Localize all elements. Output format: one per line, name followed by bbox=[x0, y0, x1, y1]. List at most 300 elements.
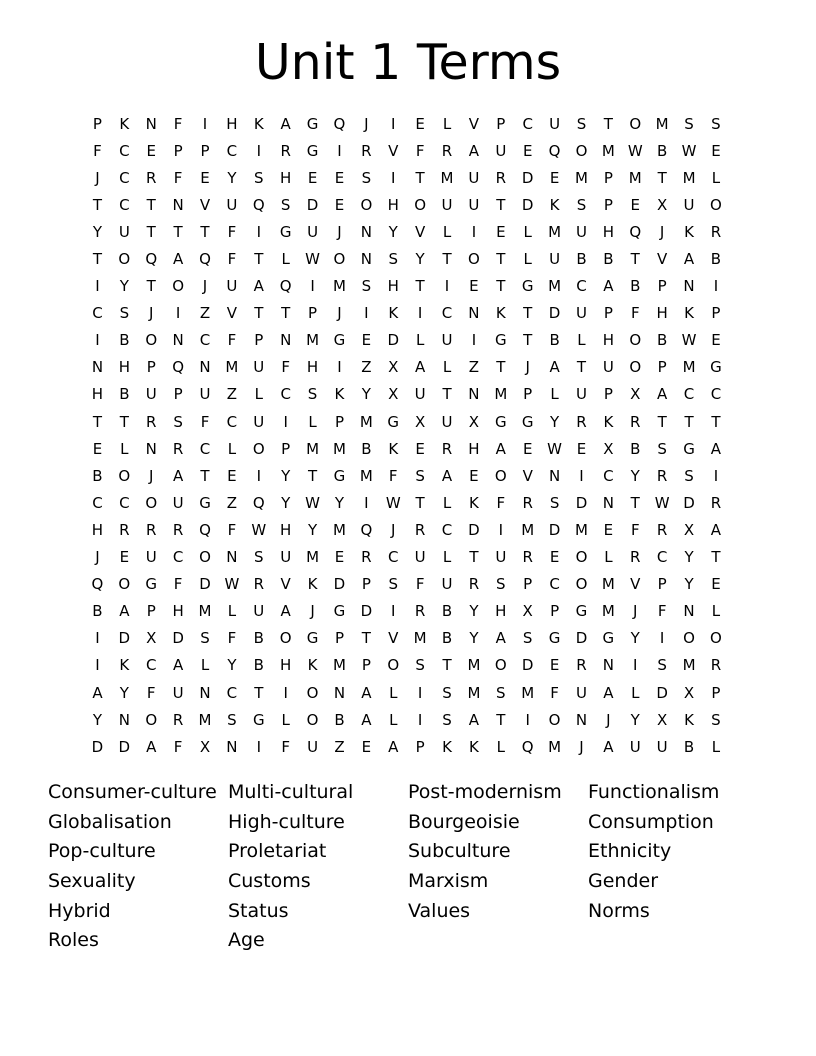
grid-letter: B bbox=[603, 250, 614, 269]
grid-letter: Y bbox=[307, 520, 318, 539]
grid-letter: R bbox=[172, 520, 184, 539]
word-list-item: High-culture bbox=[228, 810, 345, 833]
grid-letter: C bbox=[388, 548, 399, 567]
grid-letter: L bbox=[442, 493, 452, 512]
grid-letter: S bbox=[442, 683, 452, 702]
grid-letter: I bbox=[498, 520, 504, 539]
grid-letter: H bbox=[306, 358, 319, 377]
grid-letter: J bbox=[95, 548, 100, 567]
grid-letter: R bbox=[495, 168, 507, 187]
grid-letter: O bbox=[118, 575, 131, 594]
grid-letter: G bbox=[306, 141, 319, 160]
grid-letter: W bbox=[654, 493, 670, 512]
grid-letter: G bbox=[683, 439, 695, 458]
grid-letter: P bbox=[603, 385, 613, 404]
grid-letter: R bbox=[441, 141, 453, 160]
grid-letter: O bbox=[306, 683, 319, 702]
grid-letter: G bbox=[333, 466, 346, 485]
grid-letter: C bbox=[199, 439, 211, 458]
grid-letter: M bbox=[601, 575, 615, 594]
grid-letter: J bbox=[337, 304, 342, 323]
grid-letter: T bbox=[254, 683, 264, 702]
grid-letter: P bbox=[146, 358, 156, 377]
grid-letter: L bbox=[523, 222, 532, 241]
grid-letter: R bbox=[468, 575, 480, 594]
grid-letter: G bbox=[521, 412, 534, 431]
grid-letter: E bbox=[307, 168, 318, 187]
grid-letter: W bbox=[224, 575, 240, 594]
word-list-item: Post-modernism bbox=[408, 781, 562, 803]
grid-letter: T bbox=[523, 331, 533, 350]
grid-letter: P bbox=[415, 737, 425, 756]
grid-letter: F bbox=[146, 683, 156, 702]
grid-letter: S bbox=[254, 168, 264, 187]
grid-letter: C bbox=[119, 493, 130, 512]
grid-letter: I bbox=[95, 656, 100, 675]
grid-letter: T bbox=[711, 548, 721, 567]
grid-letter: L bbox=[442, 222, 452, 241]
grid-letter: N bbox=[145, 114, 157, 133]
grid-letter: O bbox=[494, 466, 507, 485]
grid-letter: A bbox=[146, 737, 157, 756]
grid-letter: U bbox=[441, 575, 453, 594]
grid-letter: G bbox=[333, 602, 346, 621]
grid-letter: H bbox=[387, 195, 399, 214]
grid-letter: E bbox=[522, 141, 533, 160]
grid-letter: F bbox=[657, 602, 667, 621]
grid-letter: H bbox=[118, 358, 130, 377]
grid-letter: O bbox=[494, 656, 507, 675]
grid-letter: W bbox=[681, 331, 697, 350]
grid-letter: B bbox=[253, 629, 264, 648]
grid-letter: M bbox=[306, 439, 320, 458]
grid-letter: N bbox=[91, 358, 104, 377]
grid-letter: I bbox=[364, 304, 369, 323]
grid-letter: J bbox=[579, 737, 584, 756]
grid-letter: N bbox=[226, 548, 238, 567]
grid-letter: C bbox=[280, 385, 291, 404]
grid-letter: H bbox=[280, 168, 292, 187]
grid-letter: M bbox=[413, 629, 427, 648]
grid-letter: R bbox=[656, 520, 668, 539]
grid-letter: N bbox=[199, 683, 211, 702]
grid-letter: U bbox=[280, 548, 292, 567]
grid-letter: Y bbox=[227, 656, 237, 675]
grid-letter: F bbox=[630, 520, 640, 539]
grid-letter: P bbox=[603, 168, 613, 187]
grid-letter: U bbox=[253, 412, 265, 431]
grid-letter: U bbox=[307, 222, 319, 241]
grid-letter: W bbox=[305, 493, 320, 512]
grid-letter: E bbox=[415, 439, 425, 458]
grid-letter: R bbox=[146, 520, 157, 539]
grid-letter: L bbox=[254, 385, 263, 404]
grid-letter: O bbox=[575, 141, 588, 160]
grid-letter: E bbox=[334, 195, 345, 214]
grid-letter: W bbox=[251, 520, 267, 539]
grid-letter: B bbox=[119, 331, 130, 350]
grid-letter: M bbox=[601, 141, 615, 160]
grid-letter: O bbox=[548, 710, 561, 729]
grid-letter: D bbox=[521, 168, 534, 187]
grid-letter: M bbox=[682, 358, 696, 377]
grid-letter: T bbox=[442, 656, 452, 675]
grid-letter: X bbox=[468, 412, 480, 431]
grid-letter: N bbox=[333, 683, 346, 702]
grid-letter: H bbox=[602, 331, 614, 350]
grid-letter: T bbox=[442, 250, 452, 269]
grid-letter: U bbox=[226, 195, 238, 214]
grid-letter: S bbox=[657, 439, 667, 458]
word-list-item: Hybrid bbox=[48, 899, 111, 922]
grid-letter: U bbox=[145, 548, 157, 567]
grid-letter: G bbox=[602, 629, 615, 648]
grid-letter: Z bbox=[226, 493, 238, 512]
grid-letter: P bbox=[146, 602, 156, 621]
grid-letter: T bbox=[630, 250, 640, 269]
grid-letter: Q bbox=[199, 520, 211, 539]
grid-letter: M bbox=[548, 277, 562, 296]
grid-letter: N bbox=[118, 710, 130, 729]
grid-letter: R bbox=[119, 520, 130, 539]
grid-letter: X bbox=[603, 439, 614, 458]
grid-letter: F bbox=[227, 331, 237, 350]
grid-letter: B bbox=[361, 439, 372, 458]
grid-letter: I bbox=[95, 277, 100, 296]
grid-letter: F bbox=[281, 358, 290, 377]
grid-letter: B bbox=[657, 331, 668, 350]
grid-letter: T bbox=[146, 195, 156, 214]
grid-letter: I bbox=[337, 358, 342, 377]
grid-letter: P bbox=[173, 141, 183, 160]
grid-letter: T bbox=[254, 304, 264, 323]
grid-letter: G bbox=[333, 331, 346, 350]
grid-letter: S bbox=[173, 412, 183, 431]
grid-letter: Y bbox=[684, 575, 694, 594]
grid-letter: N bbox=[683, 602, 695, 621]
grid-letter: U bbox=[468, 168, 480, 187]
grid-letter: D bbox=[548, 520, 561, 539]
grid-letter: F bbox=[415, 141, 425, 160]
grid-letter: A bbox=[172, 250, 184, 269]
grid-letter: E bbox=[146, 141, 156, 160]
grid-letter: T bbox=[415, 277, 425, 296]
grid-letter: M bbox=[332, 277, 346, 296]
grid-letter: Q bbox=[333, 114, 346, 133]
grid-letter: T bbox=[523, 304, 533, 323]
grid-letter: I bbox=[256, 141, 261, 160]
grid-letter: Y bbox=[281, 466, 291, 485]
grid-letter: D bbox=[656, 683, 668, 702]
grid-letter: E bbox=[119, 548, 130, 567]
grid-letter: P bbox=[361, 575, 371, 594]
grid-letter: X bbox=[388, 358, 399, 377]
word-list-item: Roles bbox=[48, 929, 99, 952]
grid-letter: C bbox=[145, 656, 157, 675]
grid-letter: Z bbox=[361, 358, 372, 377]
grid-letter: X bbox=[683, 520, 695, 539]
grid-letter: F bbox=[550, 683, 559, 702]
grid-letter: O bbox=[172, 277, 185, 296]
grid-letter: U bbox=[226, 277, 238, 296]
grid-letter: I bbox=[659, 629, 665, 648]
grid-letter: Z bbox=[226, 385, 238, 404]
grid-letter: O bbox=[575, 575, 588, 594]
grid-letter: S bbox=[684, 466, 694, 485]
grid-letter: C bbox=[522, 114, 533, 133]
grid-letter: J bbox=[95, 168, 100, 187]
grid-letter: X bbox=[388, 385, 399, 404]
grid-letter: P bbox=[603, 195, 613, 214]
grid-letter: A bbox=[92, 683, 103, 702]
grid-letter: V bbox=[226, 304, 238, 323]
grid-letter: C bbox=[119, 168, 130, 187]
grid-letter: S bbox=[361, 277, 372, 296]
grid-letter: M bbox=[306, 548, 320, 567]
grid-letter: L bbox=[711, 737, 721, 756]
grid-letter: U bbox=[118, 222, 130, 241]
grid-letter: P bbox=[308, 304, 318, 323]
grid-letter: G bbox=[710, 358, 722, 377]
grid-letter: K bbox=[495, 304, 506, 323]
grid-letter: S bbox=[657, 656, 667, 675]
grid-letter: T bbox=[146, 222, 156, 241]
grid-letter: O bbox=[629, 331, 642, 350]
grid-letter: L bbox=[227, 602, 237, 621]
grid-letter: C bbox=[549, 575, 560, 594]
grid-letter: F bbox=[281, 737, 290, 756]
grid-letter: M bbox=[332, 656, 346, 675]
grid-letter: I bbox=[713, 277, 719, 296]
grid-letter: D bbox=[199, 575, 211, 594]
grid-letter: D bbox=[118, 629, 131, 648]
grid-letter: I bbox=[337, 141, 342, 160]
grid-letter: C bbox=[603, 466, 614, 485]
grid-letter: T bbox=[146, 277, 156, 296]
grid-letter: R bbox=[656, 466, 668, 485]
grid-letter: A bbox=[119, 602, 130, 621]
grid-letter: D bbox=[575, 629, 588, 648]
grid-letter: N bbox=[602, 656, 614, 675]
word-list-item: Norms bbox=[588, 899, 650, 922]
grid-letter: E bbox=[334, 168, 345, 187]
grid-letter: H bbox=[91, 520, 104, 539]
grid-letter: R bbox=[576, 656, 587, 675]
grid-letter: E bbox=[469, 466, 479, 485]
grid-letter: E bbox=[549, 548, 560, 567]
grid-letter: S bbox=[388, 575, 398, 594]
grid-letter: J bbox=[525, 358, 530, 377]
grid-letter: L bbox=[631, 683, 640, 702]
grid-letter: F bbox=[173, 737, 183, 756]
grid-letter: S bbox=[200, 629, 210, 648]
grid-letter: T bbox=[469, 548, 479, 567]
grid-letter: D bbox=[306, 195, 319, 214]
grid-letter: N bbox=[226, 737, 238, 756]
grid-letter: L bbox=[711, 168, 721, 187]
grid-letter: N bbox=[280, 331, 292, 350]
grid-letter: O bbox=[414, 195, 427, 214]
grid-letter: J bbox=[364, 114, 369, 133]
grid-letter: I bbox=[417, 710, 423, 729]
grid-letter: S bbox=[684, 114, 694, 133]
grid-letter: T bbox=[92, 412, 103, 431]
grid-letter: Y bbox=[630, 629, 640, 648]
grid-letter: I bbox=[713, 466, 719, 485]
grid-letter: P bbox=[523, 575, 533, 594]
grid-letter: U bbox=[253, 358, 265, 377]
word-list-item: Marxism bbox=[408, 870, 489, 893]
grid-letter: R bbox=[630, 412, 641, 431]
grid-letter: A bbox=[710, 520, 722, 539]
grid-letter: U bbox=[441, 331, 453, 350]
grid-letter: A bbox=[549, 358, 560, 377]
grid-letter: U bbox=[441, 195, 453, 214]
grid-letter: G bbox=[575, 602, 588, 621]
grid-letter: V bbox=[657, 250, 668, 269]
grid-letter: L bbox=[308, 412, 317, 431]
grid-letter: K bbox=[684, 304, 694, 323]
grid-letter: O bbox=[145, 493, 158, 512]
grid-letter: U bbox=[549, 114, 561, 133]
grid-letter: Q bbox=[252, 493, 265, 512]
grid-letter: A bbox=[710, 439, 722, 458]
grid-letter: U bbox=[414, 385, 426, 404]
grid-letter: T bbox=[200, 466, 210, 485]
grid-letter: D bbox=[91, 737, 104, 756]
grid-letter: R bbox=[710, 656, 722, 675]
grid-letter: M bbox=[682, 656, 696, 675]
grid-letter: I bbox=[310, 277, 315, 296]
grid-letter: U bbox=[307, 737, 319, 756]
grid-letter: M bbox=[548, 222, 562, 241]
grid-letter: S bbox=[496, 575, 506, 594]
grid-letter: B bbox=[576, 250, 587, 269]
grid-letter: N bbox=[172, 195, 184, 214]
grid-letter: S bbox=[280, 195, 291, 214]
grid-letter: R bbox=[361, 548, 372, 567]
grid-letter: T bbox=[496, 710, 506, 729]
grid-letter: U bbox=[575, 222, 587, 241]
grid-letter: F bbox=[227, 520, 237, 539]
grid-letter: Q bbox=[521, 737, 534, 756]
grid-letter: E bbox=[711, 575, 721, 594]
grid-letter: F bbox=[173, 168, 183, 187]
grid-letter: T bbox=[281, 304, 291, 323]
grid-letter: C bbox=[92, 304, 103, 323]
grid-letter: O bbox=[145, 710, 158, 729]
word-list-item: Customs bbox=[228, 870, 311, 893]
grid-letter: R bbox=[361, 141, 372, 160]
grid-letter: L bbox=[577, 331, 586, 350]
grid-letter: P bbox=[550, 602, 560, 621]
word-list-item: Sexuality bbox=[48, 870, 136, 893]
grid-letter: L bbox=[227, 439, 237, 458]
grid-letter: C bbox=[226, 141, 238, 160]
grid-letter: C bbox=[710, 385, 722, 404]
grid-letter: M bbox=[332, 520, 346, 539]
grid-letter: C bbox=[199, 331, 211, 350]
grid-letter: A bbox=[468, 141, 480, 160]
grid-letter: S bbox=[576, 114, 587, 133]
grid-letter: G bbox=[521, 277, 534, 296]
grid-letter: B bbox=[441, 629, 453, 648]
grid-letter: A bbox=[683, 250, 695, 269]
grid-letter: I bbox=[95, 629, 100, 648]
grid-letter: Y bbox=[227, 168, 237, 187]
grid-letter: M bbox=[198, 710, 212, 729]
grid-letter: L bbox=[442, 358, 452, 377]
grid-letter: R bbox=[441, 439, 453, 458]
grid-letter: M bbox=[440, 168, 454, 187]
grid-letter: U bbox=[172, 683, 184, 702]
grid-letter: R bbox=[146, 412, 157, 431]
grid-letter: M bbox=[575, 520, 588, 539]
grid-letter: Y bbox=[415, 250, 425, 269]
grid-letter: E bbox=[227, 466, 237, 485]
grid-letter: I bbox=[175, 304, 181, 323]
grid-letter: R bbox=[710, 493, 722, 512]
grid-letter: K bbox=[468, 493, 479, 512]
grid-letter: D bbox=[333, 575, 346, 594]
grid-letter: G bbox=[387, 412, 400, 431]
grid-letter: I bbox=[391, 168, 396, 187]
grid-letter: Y bbox=[630, 466, 640, 485]
grid-letter: O bbox=[710, 195, 722, 214]
grid-letter: H bbox=[656, 304, 668, 323]
grid-letter: N bbox=[548, 466, 561, 485]
grid-letter: L bbox=[442, 114, 452, 133]
grid-letter: B bbox=[630, 277, 641, 296]
grid-letter: T bbox=[496, 277, 506, 296]
grid-letter: S bbox=[711, 114, 721, 133]
grid-letter: R bbox=[253, 575, 264, 594]
grid-letter: S bbox=[415, 656, 425, 675]
word-list-item: Subculture bbox=[408, 840, 511, 863]
grid-letter: A bbox=[495, 629, 506, 648]
grid-letter: N bbox=[360, 250, 372, 269]
grid-letter: J bbox=[659, 222, 665, 241]
grid-letter: I bbox=[364, 493, 369, 512]
grid-letter: G bbox=[494, 412, 507, 431]
grid-letter: U bbox=[549, 250, 561, 269]
grid-letter: T bbox=[415, 168, 425, 187]
grid-letter: E bbox=[711, 331, 721, 350]
grid-letter: V bbox=[522, 466, 533, 485]
grid-letter: U bbox=[656, 737, 668, 756]
grid-letter: P bbox=[711, 304, 721, 323]
grid-letter: J bbox=[202, 277, 208, 296]
grid-letter: B bbox=[549, 331, 560, 350]
grid-letter: F bbox=[173, 114, 183, 133]
grid-letter: T bbox=[630, 493, 640, 512]
grid-letter: R bbox=[710, 222, 722, 241]
grid-letter: L bbox=[550, 385, 559, 404]
grid-letter: S bbox=[227, 710, 237, 729]
grid-letter: S bbox=[119, 304, 130, 323]
grid-letter: A bbox=[603, 277, 614, 296]
grid-letter: M bbox=[225, 358, 239, 377]
grid-letter: C bbox=[441, 520, 453, 539]
grid-letter: N bbox=[199, 358, 211, 377]
grid-letter: M bbox=[306, 331, 320, 350]
grid-letter: V bbox=[388, 629, 399, 648]
grid-letter: R bbox=[172, 710, 184, 729]
grid-letter: A bbox=[280, 114, 291, 133]
grid-letter: O bbox=[468, 250, 480, 269]
grid-letter: A bbox=[361, 710, 372, 729]
grid-letter: M bbox=[682, 168, 696, 187]
